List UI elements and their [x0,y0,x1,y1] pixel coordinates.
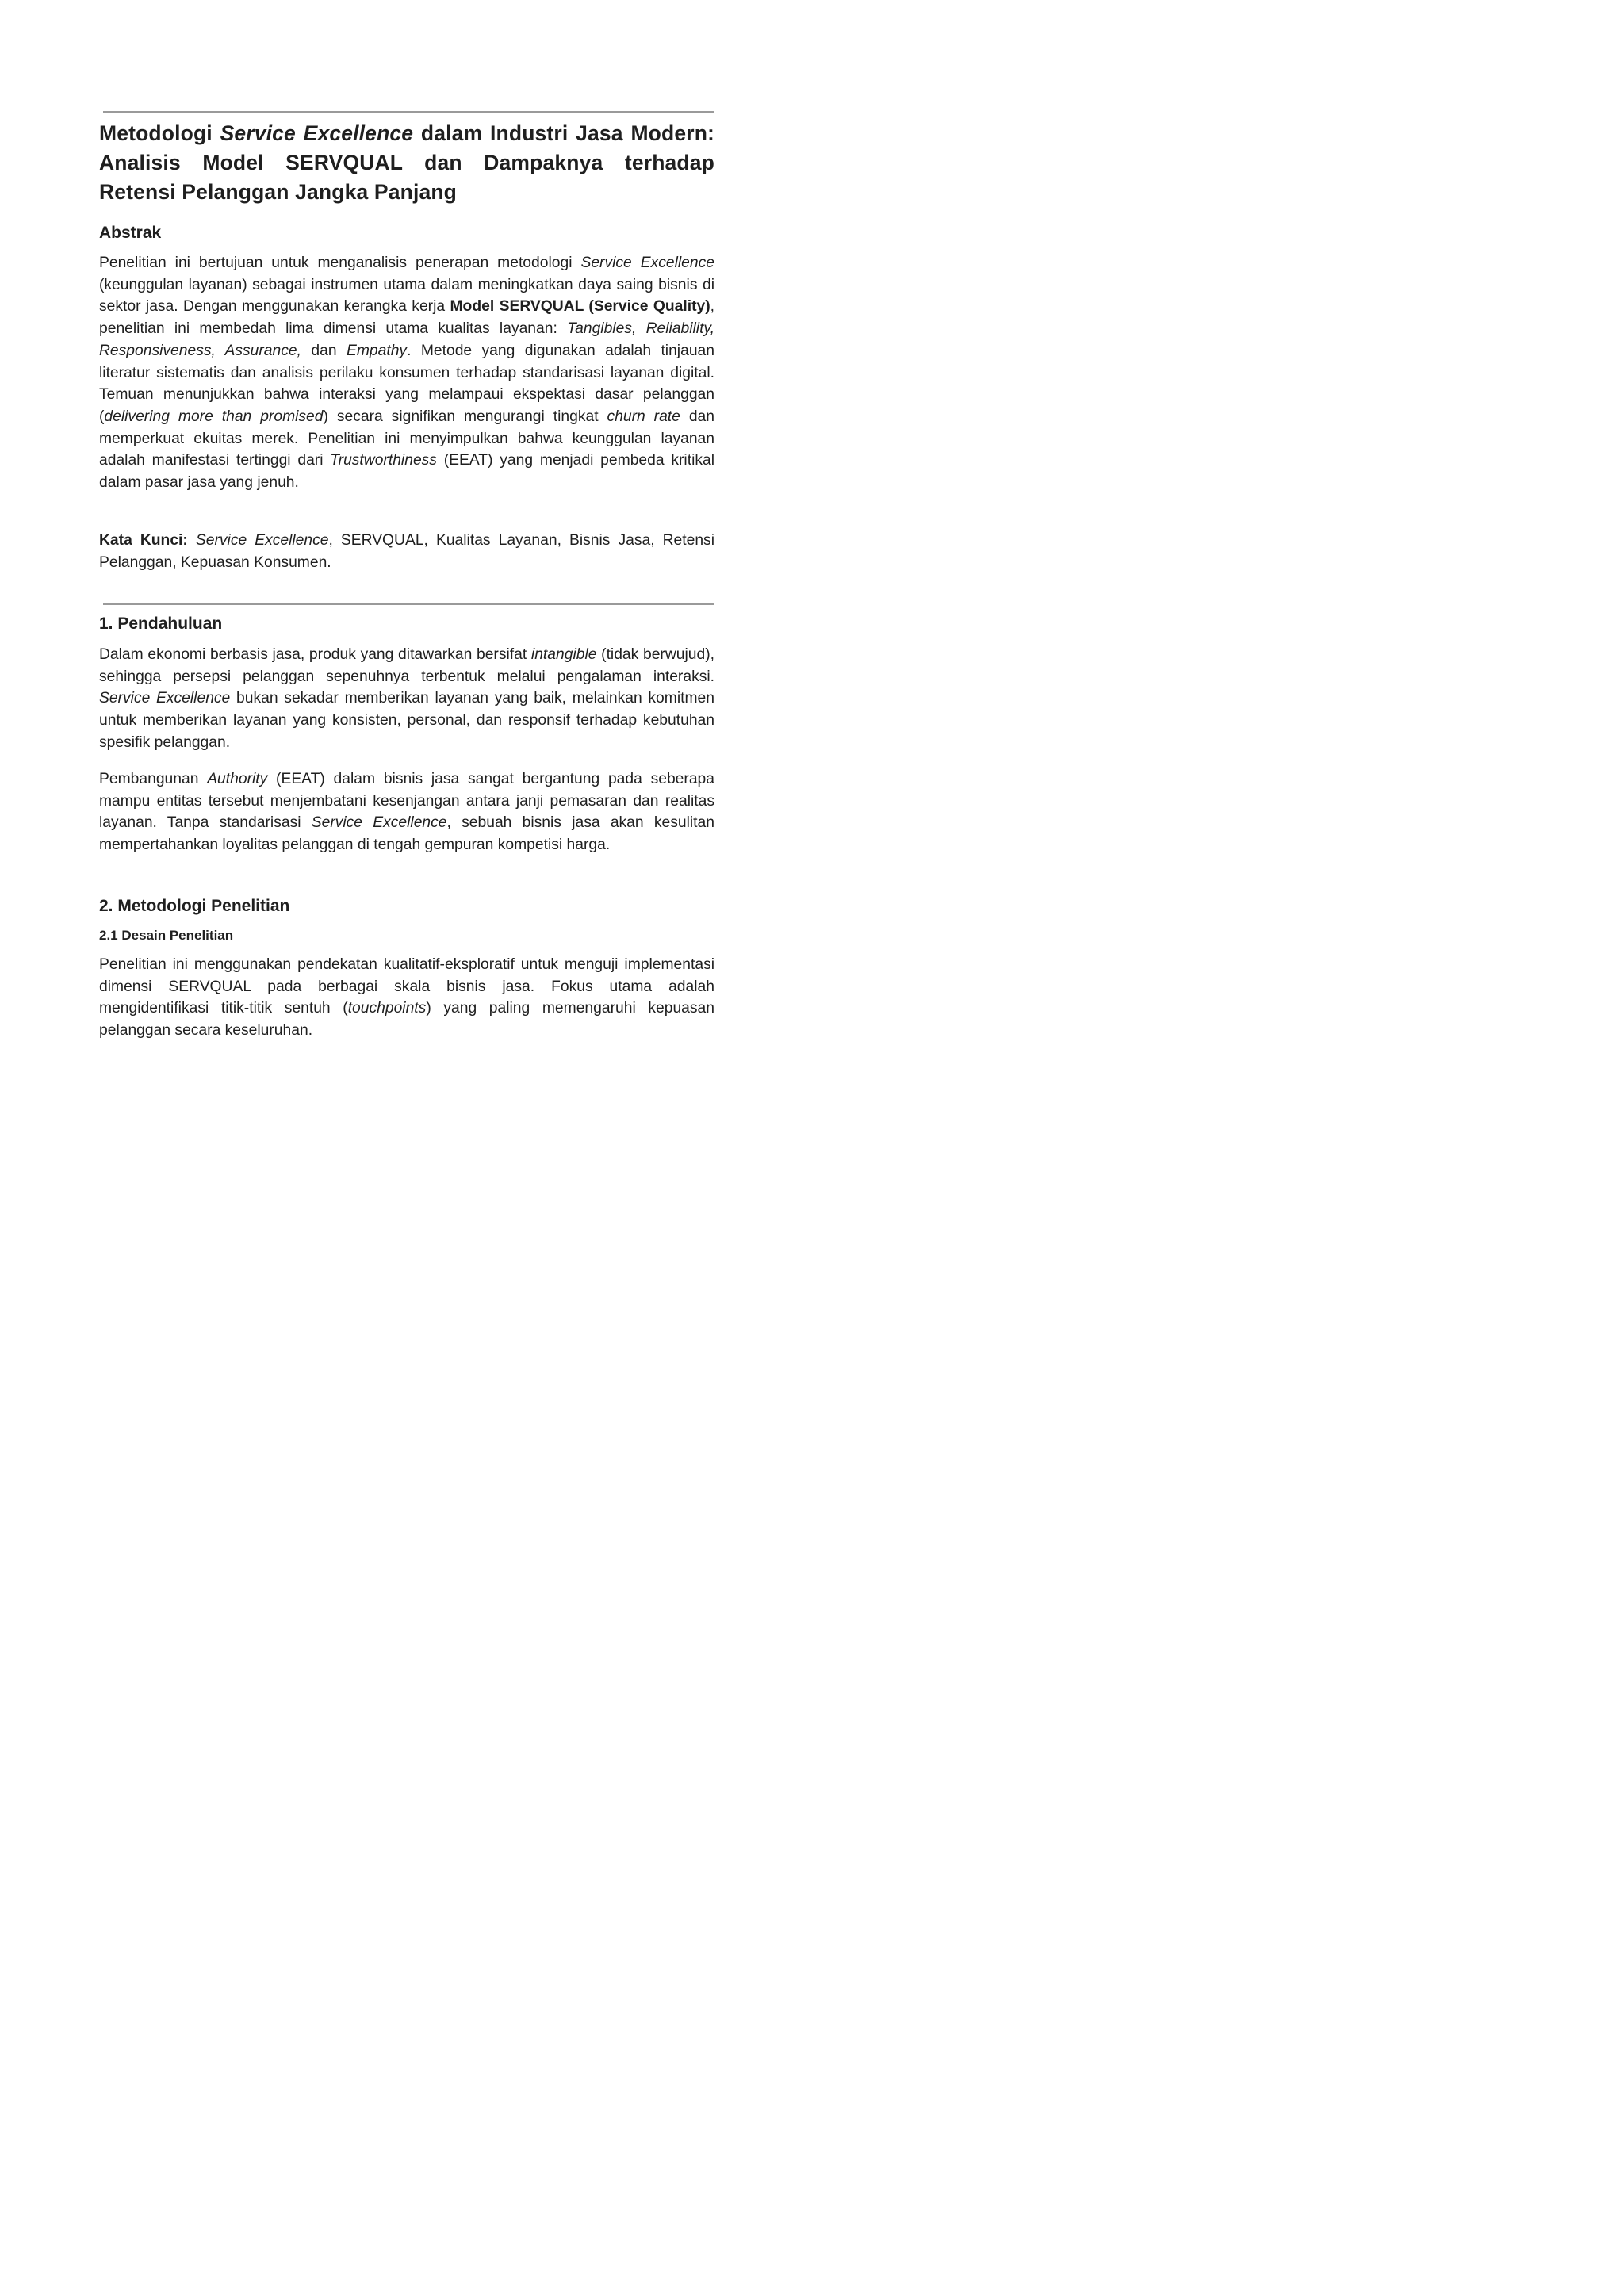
section-paragraph: Pembangunan Authority (EEAT) dalam bisnis jasa sangat bergantung pada seberapa mampu entitas tersebut menjembatani kesenjangan antara janji pemasaran dan realitas layanan. Tanpa standarisasi Service Excellence, sebuah bisnis jasa akan kesulitan mempertahankan loyalitas pelanggan di tengah gempuran kompetisi harga. [99,771,714,854]
keywords-paragraph: Kata Kunci: Service Excellence, SERVQUAL, Kualitas Layanan, Bisnis Jasa, Retensi Pelanggan, Kepuasan Konsumen. [99,532,714,571]
section-1-heading-block [99,614,714,634]
paper-title-block [99,119,714,207]
subsection-2-1-heading-block [99,927,714,944]
subsection-2-1-paragraph-block [99,954,714,1042]
subsection-heading: 2.1 Desain Penelitian [99,928,234,943]
section-divider [103,603,714,605]
keywords-label: Kata Kunci: [99,532,188,549]
abstract-paragraph: Penelitian ini bertujuan untuk menganalisis penerapan metodologi Service Excellence (keunggulan layanan) sebagai instrumen utama dalam meningkatkan daya saing bisnis di sektor jasa. Dengan menggunakan kerangka kerja Model SERVQUAL (Service Quality), penelitian ini membedah lima dimensi utama kualitas layanan: Tangibles, Reliability, Responsiveness, Assurance, dan Empathy. Metode yang digunakan adalah tinjauan literatur sistematis dan analisis perilaku konsumen terhadap standarisasi layanan digital. Temuan menunjukkan bahwa interaksi yang melampaui ekspektasi dasar pelanggan (delivering more than promised) secara signifikan mengurangi tingkat churn rate dan memperkuat ekuitas merek. Penelitian ini menyimpulkan bahwa keunggulan layanan adalah manifestasi tertinggi dari Trustworthiness (EEAT) yang menjadi pembeda kritikal dalam pasar jasa yang jenuh. [99,255,715,492]
abstract-heading: Abstrak [99,224,162,242]
paper-title: Metodologi Service Excellence dalam Industri Jasa Modern: Analisis Model SERVQUAL dan Dampaknya terhadap Retensi Pelanggan Jangka Panjang [99,121,715,204]
section-heading: 2. Metodologi Penelitian [99,897,290,915]
paper-page [0,0,812,1147]
section-1-paragraph-2-block [99,768,714,856]
section-paragraph: Dalam ekonomi berbasis jasa, produk yang ditawarkan bersifat intangible (tidak berwujud), sehingga persepsi pelanggan sepenuhnya terbentuk melalui pengalaman interaksi. Service Excellence bukan sekadar memberikan layanan yang baik, melainkan komitmen untuk memberikan layanan yang konsisten, personal, dan responsif terhadap kebutuhan spesifik pelanggan. [99,646,715,751]
section-2-heading-block [99,896,714,917]
section-heading: 1. Pendahuluan [99,615,223,633]
abstract-block [99,252,714,494]
keywords-block [99,530,714,573]
section-paragraph: Penelitian ini menggunakan pendekatan kualitatif-eksploratif untuk menguji implementasi dimensi SERVQUAL pada berbagai skala bisnis jasa. Fokus utama adalah mengidentifikasi titik-titik sentuh (touchpoints) yang paling memengaruhi kepuasan pelanggan secara keseluruhan. [99,956,714,1040]
section-1-paragraph-1-block [99,644,714,754]
abstract-heading-block [99,223,714,243]
top-divider [103,111,714,113]
